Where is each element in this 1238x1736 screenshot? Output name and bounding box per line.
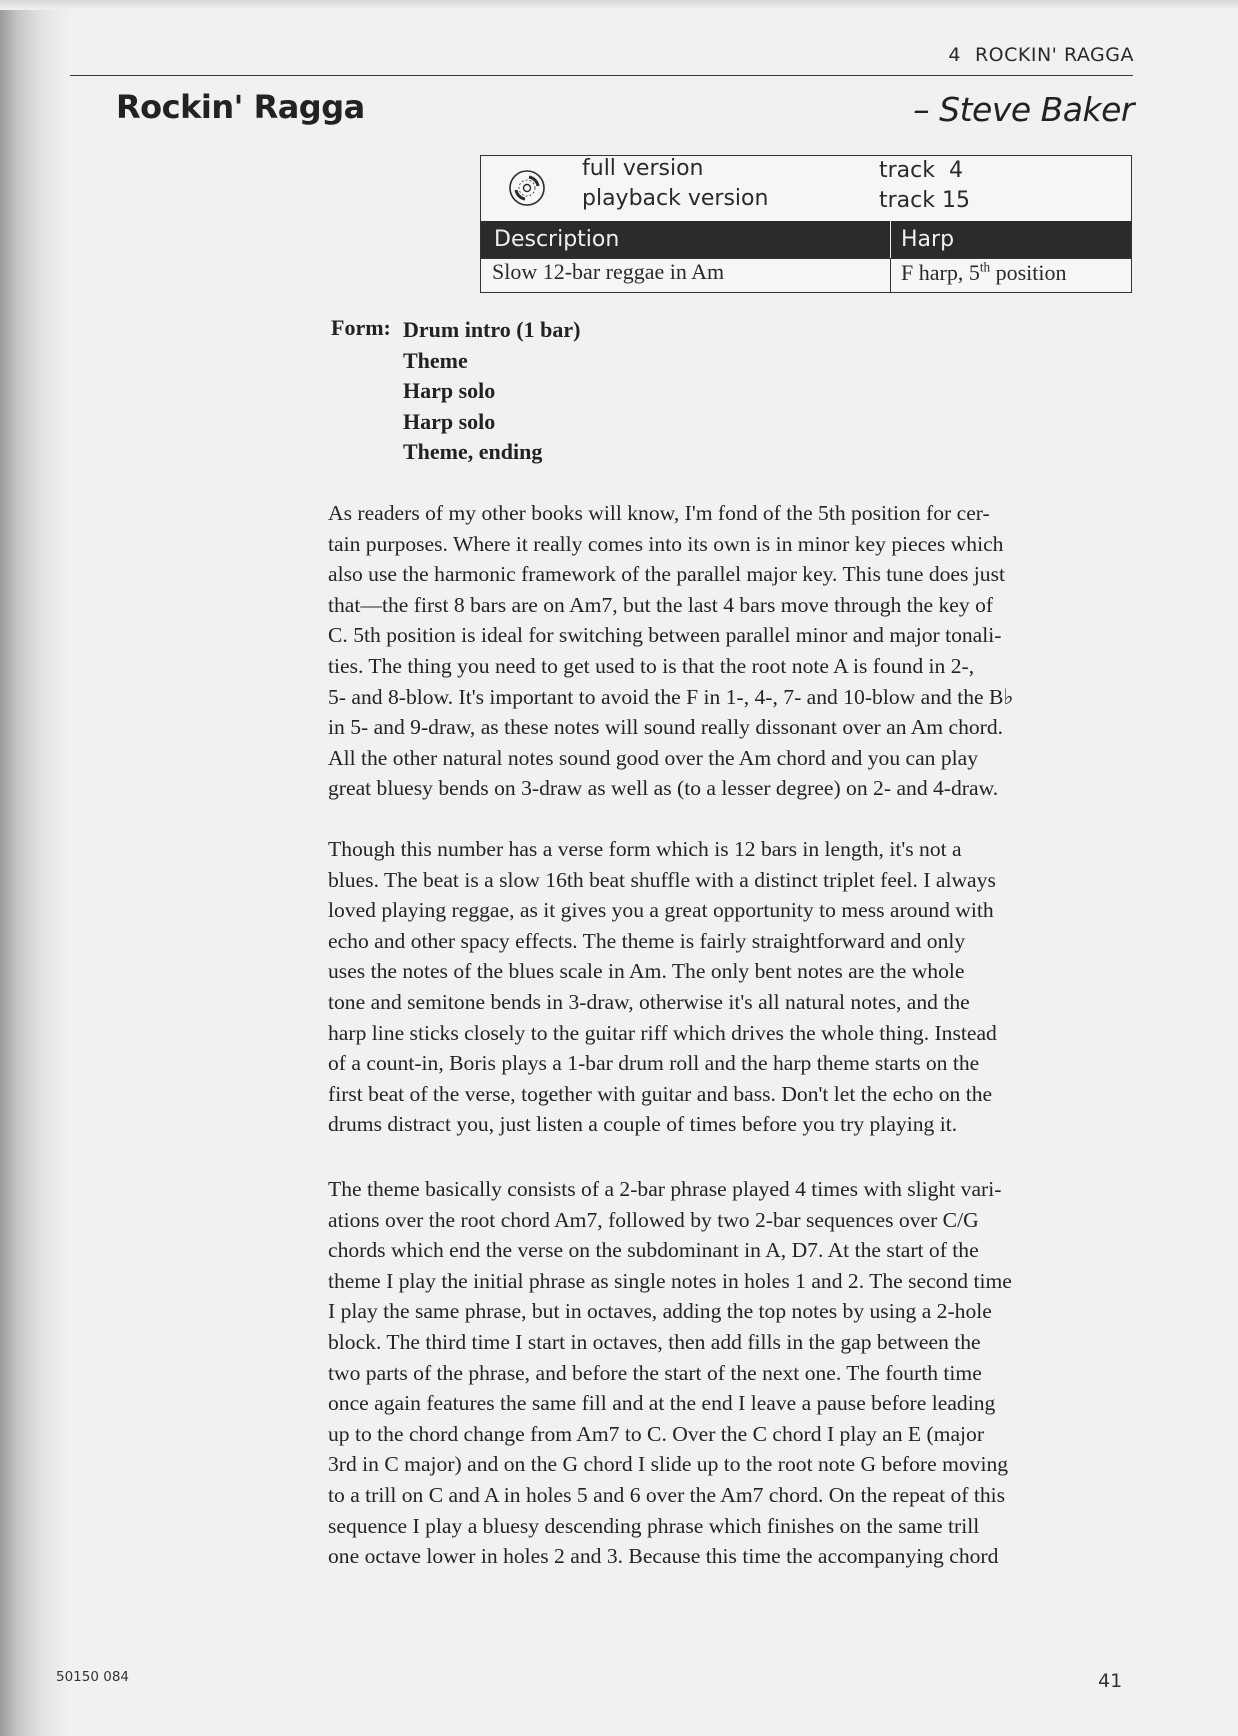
text-line: sequence I play a bluesy descending phrase which finishes on the same trill — [328, 1513, 980, 1538]
harp-text-post: position — [990, 260, 1067, 285]
playback-version-label: playback version — [582, 186, 769, 211]
text-line: echo and other spacy effects. The theme is fairly straightforward and only — [328, 928, 966, 953]
text-line: one octave lower in holes 2 and 3. Because this time the accompanying chord — [328, 1544, 999, 1569]
form-item: Theme — [403, 347, 468, 373]
harp-text: F harp, 5 — [901, 260, 980, 285]
form-item: Theme, ending — [403, 439, 543, 464]
text-line: ations over the root chord Am7, followed by two 2-bar sequences over C/G — [328, 1207, 979, 1232]
page-top-edge — [0, 0, 1238, 10]
form-item: Harp solo — [403, 378, 496, 403]
chapter-number: 4 — [948, 44, 961, 66]
text-line: in 5- and 9-draw, as these notes will sound really dissonant over an Am chord. — [328, 715, 1004, 740]
body-paragraph — [328, 1174, 1123, 1572]
text-line: As readers of my other books will know, I'm fond of the 5th position for cer- — [328, 501, 990, 525]
text-line: of a count-in, Boris plays a 1-bar drum roll and the harp theme starts on the — [328, 1051, 980, 1076]
text-line: harp line sticks closely to the guitar riff which drives the whole thing. Instead — [328, 1020, 997, 1045]
track-info-box — [480, 155, 1132, 293]
text-line: up to the chord change from Am7 to C. Over the C chord I play an E (major — [328, 1421, 985, 1446]
harp-cell — [901, 260, 1067, 286]
text-line: blues. The beat is a slow 16th beat shuffle with a distinct triplet feel. I always — [328, 867, 996, 892]
text-line: first beat of the verse, together with guitar and bass. Don't let the echo on the — [328, 1081, 993, 1106]
catalog-code: 50150 084 — [56, 1669, 130, 1685]
form-item: Drum intro (1 bar) — [403, 317, 581, 342]
text-line: theme I play the initial phrase as single notes in holes 1 and 2. The second time — [328, 1268, 1012, 1293]
full-version-track: track 4 — [879, 158, 963, 183]
text-line: uses the notes of the blues scale in Am. The only bent notes are the whole — [328, 959, 965, 984]
header-rule — [70, 75, 1133, 76]
text-line: Though this number has a verse form which is 12 bars in length, it's not a — [328, 837, 962, 861]
text-line: 5- and 8-blow. It's important to avoid the F in 1-, 4-, 7- and 10-blow and the B♭ — [328, 684, 1014, 709]
text-line: that—the first 8 bars are on Am7, but the last 4 bars move through the key of — [328, 592, 994, 617]
text-line: All the other natural notes sound good over the Am chord and you can play — [328, 745, 979, 770]
page-number: 41 — [1098, 1670, 1123, 1692]
text-line: to a trill on C and A in holes 5 and 6 over the Am7 chord. On the repeat of this — [328, 1482, 1006, 1507]
chapter-title: ROCKIN' RAGGA — [974, 44, 1134, 66]
body-paragraph — [328, 834, 1123, 1140]
text-line: also use the harmonic framework of the parallel major key. This tune does just — [328, 562, 1006, 587]
text-line: chords which end the verse on the subdominant in A, D7. At the start of the — [328, 1238, 979, 1263]
text-line: I play the same phrase, but in octaves, adding the top notes by using a 2-hole — [328, 1299, 992, 1324]
harp-sup: th — [979, 259, 991, 275]
running-header — [948, 44, 1134, 66]
description-cell: Slow 12-bar reggae in Am — [492, 259, 725, 284]
text-line: once again features the same fill and at the end I leave a pause before leading — [328, 1391, 996, 1416]
column-divider — [890, 258, 891, 293]
text-line: tain purposes. Where it really comes into its own is in minor key pieces which — [328, 531, 1004, 556]
text-line: ties. The thing you need to get used to is that the root note A is found in 2-, — [328, 653, 975, 678]
text-line: 3rd in C major) and on the G chord I slide up to the root note G before moving — [328, 1452, 1009, 1477]
text-line: tone and semitone bends in 3-draw, otherwise it's all natural notes, and the — [328, 989, 970, 1014]
form-item: Harp solo — [403, 408, 496, 434]
text-line: block. The third time I start in octaves, then add fills in the gap between the — [328, 1329, 981, 1354]
book-gutter-shadow — [0, 0, 70, 1736]
text-line: C. 5th position is ideal for switching between parallel minor and major tonali- — [328, 623, 1002, 648]
song-title: Rockin' Ragga — [116, 88, 365, 126]
cd-icon — [507, 168, 547, 208]
full-version-label: full version — [582, 156, 704, 181]
col-description-header: Description — [494, 227, 620, 252]
playback-version-track: track 15 — [879, 188, 970, 213]
info-header-row — [481, 221, 1131, 258]
form-list — [403, 315, 580, 468]
song-author: – Steve Baker — [913, 90, 1134, 129]
text-line: loved playing reggae, as it gives you a great opportunity to mess around with — [328, 898, 994, 923]
header-divider — [890, 221, 891, 258]
text-line: The theme basically consists of a 2-bar phrase played 4 times with slight vari- — [328, 1177, 1002, 1201]
col-harp-header: Harp — [901, 227, 955, 252]
text-line: great bluesy bends on 3-draw as well as (to a lesser degree) on 2- and 4-draw. — [328, 776, 999, 801]
text-line: drums distract you, just listen a couple of times before you try playing it. — [328, 1112, 958, 1137]
body-paragraph — [328, 498, 1123, 804]
text-line: two parts of the phrase, and before the start of the next one. The fourth time — [328, 1360, 982, 1385]
form-label: Form: — [331, 315, 391, 340]
